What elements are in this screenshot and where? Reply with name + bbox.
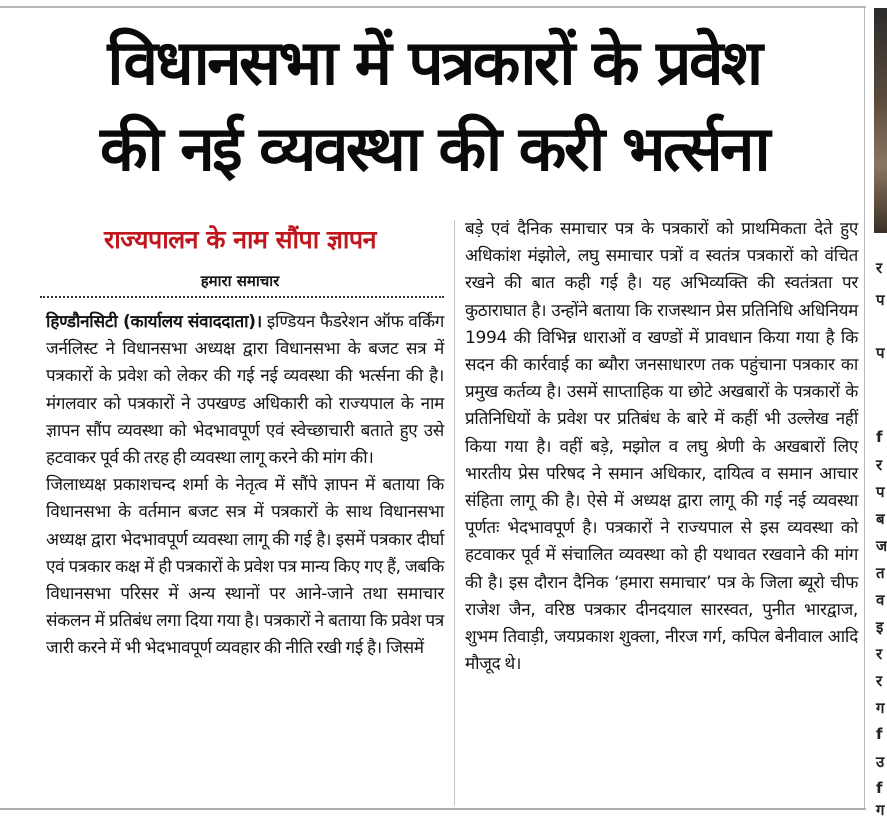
neighbor-letter: ग: [876, 699, 885, 717]
dateline: हिण्डौनसिटी (कार्यालय संवाददाता)।: [46, 312, 262, 332]
headline: [4, 20, 864, 192]
neighbor-letter: प: [876, 344, 885, 362]
neighbor-letter: इ: [876, 618, 884, 636]
bottom-rule: [0, 808, 887, 810]
neighbor-letter: f: [876, 428, 883, 446]
neighbor-letter: त: [876, 564, 885, 582]
neighbor-letter: र: [876, 259, 883, 277]
byline: हमारा समाचार: [200, 272, 280, 290]
neighbor-article-strip: [866, 0, 887, 824]
right-column: [465, 216, 858, 678]
neighbor-letter: f: [876, 725, 883, 743]
right-paragraph-1: बड़े एवं दैनिक समाचार पत्र के पत्रकारों को प्राथमिकता देते हुए अधिकांश मंझोले, लघु समाचार पत्रों व स्वतंत्र पत्रकारों को वंचित रखने की बात कही गई है। यह अभिव्यक्ति की स्वतंत्रता पर कुठाराघात है। उन्होंने बताया कि राजस्थान प्रेस प्रतिनिधि अधिनियम 1994 की विभिन्न धाराओं व खण्डों में प्रावधान किया गया है कि सदन की कार्रवाई का ब्यौरा जनसाधारण तक पहुंचाना पत्रकार का प्रमुख कर्तव्य है। उसमें साप्ताहिक या छोटे अखबारों के पत्रकारों के प्रतिनिधियों के प्रवेश पर प्रतिबंध के बारे में कहीं भी उल्लेख नहीं किया गया है। वहीं बड़े, मझोल व लघु श्रेणी के अखबारों लिए भारतीय प्रेस परिषद ने समान अधिकार, दायित्व व समान आचार संहिता लागू की है। ऐसे में अध्यक्ष द्वारा लागू की गई नई व्यवस्था पूर्णतः भेदभावपूर्ण है। पत्रकारों ने राज्यपाल से इस व्यवस्था को हटवाकर पूर्व में संचालित व्यवस्था को ही यथावत रखवाने की मांग की है। इस दौरान दैनिक ‘हमारा समाचार’ पत्र के जिला ब्यूरो चीफ राजेश जैन, वरिष्ठ पत्रकार दीनदयाल सारस्वत, पुनीत भारद्वाज, शुभम तिवाड़ी, जयप्रकाश शुक्ला, नीरज गर्ग, कपिल बेनीवाल आदि मौजूद थे।: [465, 219, 858, 675]
neighbor-letter: र: [876, 672, 883, 690]
neighbor-letter: ग: [876, 801, 885, 819]
left-paragraph-1-text: इण्डियन फैडरेशन ऑफ वर्किंग जर्नलिस्ट ने विधानसभा अध्यक्ष द्वारा विधानसभा के बजट सत्र में पत्रकारों के प्रवेश को लेकर की गई नई व्यवस्था की भर्त्सना की है। मंगलवार को पत्रकारों ने उपखण्ड अधिकारी को राज्यपाल के नाम ज्ञापन सौंप व्यवस्था को भेदभावपूर्ण एवं स्वेच्छाचारी बताते हुए उसे हटवाकर पूर्व की तरह ही व्यवस्था लागू करने की मांग की।: [46, 312, 444, 469]
neighbor-letter: प: [876, 291, 885, 309]
neighbor-photo-edge: [874, 8, 887, 233]
byline-divider: [40, 296, 444, 298]
neighbor-letter: ब: [876, 510, 885, 528]
headline-line-1: विधानसभा में पत्रकारों के प्रवेश: [107, 26, 761, 99]
neighbor-letter: प: [876, 483, 885, 501]
neighbor-letter: व: [876, 591, 885, 609]
left-paragraph-1: [46, 309, 444, 472]
neighbor-letter: उ: [876, 753, 885, 771]
headline-line-2: की नई व्यवस्था की करी भर्त्सना: [99, 112, 769, 185]
left-paragraph-2: जिलाध्यक्ष प्रकाशचन्द शर्मा के नेतृत्व में सौंपे ज्ञापन में बताया कि विधानसभा के वर्तमान बजट सत्र में पत्रकारों के साथ विधानसभा अध्यक्ष द्वारा भेदभावपूर्ण व्यवस्था लागू की गई है। इसमें पत्रकार दीर्घा एवं पत्रकार कक्ष में ही पत्रकारों के प्रवेश पत्र मान्य किए गए हैं, जबकि विधानसभा परिसर में अन्य स्थानों पर आने-जाने तथा समाचार संकलन में प्रतिबंध लगा दिया गया है। पत्रकारों ने बताया कि प्रवेश पत्र जारी करने में भी भेदभावपूर्ण व्यवहार की नीति रखी गई है। जिसमें: [46, 475, 444, 659]
neighbor-letter: र: [876, 645, 883, 663]
column-divider: [454, 220, 455, 806]
left-column: [46, 309, 444, 663]
neighbor-letter: ज: [876, 537, 887, 555]
neighbor-letter: f: [876, 779, 883, 797]
subheadline: राज्यपालन के नाम सौंपा ज्ञापन: [104, 225, 376, 254]
neighbor-letter: र: [876, 456, 883, 474]
